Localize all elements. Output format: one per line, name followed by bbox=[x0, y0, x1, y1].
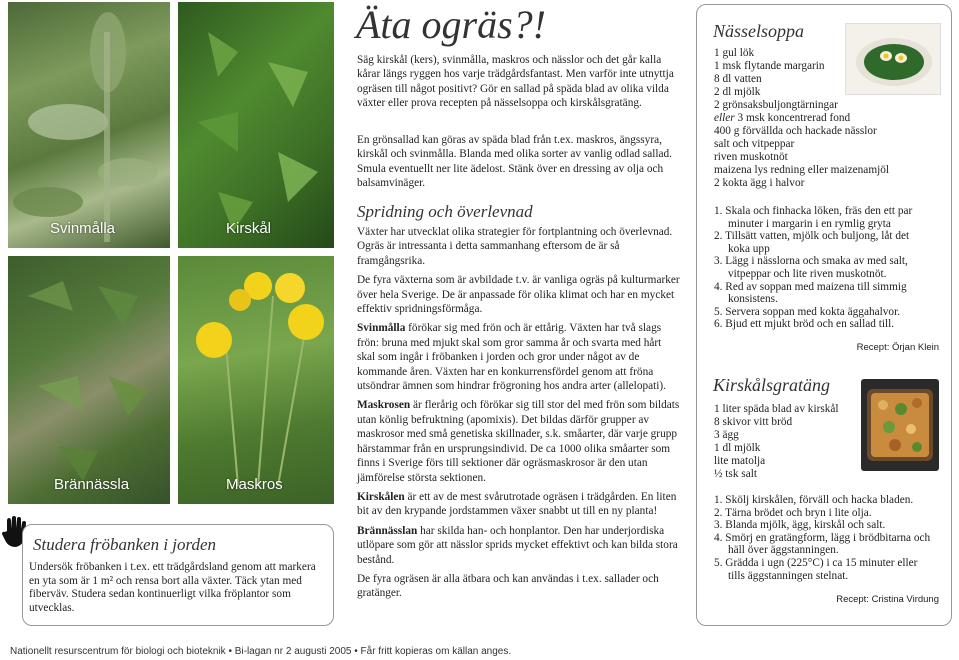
frobanken-text: Undersök fröbanken i t.ex. ett trädgårdsland genom att markera en yta som är 1 m² och rensa bort alla växter. Täck ytan med fiberväv. Studera sedan kontinuerligt vilka fröplantor som utvecklas. bbox=[29, 561, 316, 614]
eller-word: eller bbox=[714, 112, 735, 124]
soup-steps bbox=[714, 205, 924, 331]
article-title: Äta ogräs?! bbox=[356, 2, 546, 47]
soup-ingredient: 1 gul lök bbox=[714, 47, 755, 59]
article-p4 bbox=[357, 398, 681, 484]
gratin-ingredient: 1 dl mjölk bbox=[714, 442, 761, 454]
gratin-steps bbox=[714, 494, 932, 582]
soup-step: 2. Tillsätt vatten, mjölk och buljong, låt det koka upp bbox=[714, 230, 910, 255]
article-p1: Växter har utvecklat olika strategier för fortplantning och överlevnad. Ogräs är intressanta i detta sammanhang eftersom de är så framgångsrika. bbox=[357, 226, 673, 267]
gratin-step: 4. Smörj en gratängform, lägg i brödbitarna och häll över äggstanningen. bbox=[714, 531, 931, 557]
soup-title: Nässelsoppa bbox=[713, 21, 805, 41]
gratin-step: 2. Tärna brödet och bryn i lite olja. bbox=[714, 506, 872, 519]
soup-step: 1. Skala och finhacka löken, fräs den ett par minuter i margarin i en rymlig gryta bbox=[714, 205, 913, 230]
photo-kirskal bbox=[178, 2, 334, 248]
p6-lead: Brännässlan bbox=[357, 524, 418, 537]
photo-maskros bbox=[178, 256, 334, 504]
soup-ingredient: 400 g förvällda och hackade nässlor bbox=[714, 125, 877, 137]
soup-ingredient: 2 kokta ägg i halvor bbox=[714, 177, 805, 189]
article-p6 bbox=[357, 524, 681, 567]
article-p5 bbox=[357, 490, 681, 519]
soup-ingredient: 8 dl vatten bbox=[714, 73, 762, 85]
soup-ingredient: salt och vitpeppar bbox=[714, 138, 795, 150]
photo-brannassla bbox=[8, 256, 170, 504]
soup-ingredient: 3 msk koncentrerad fond bbox=[737, 112, 851, 124]
p3-lead: Svinmålla bbox=[357, 322, 406, 335]
section-title: Spridning och överlevnad bbox=[357, 202, 533, 221]
article-p3 bbox=[357, 321, 681, 393]
footer: Nationellt resurscentrum för biologi och bioteknik • Bi-lagan nr 2 augusti 2005 • Får fritt kopieras om källan anges. bbox=[10, 646, 512, 657]
gratin-title: Kirskålsgratäng bbox=[713, 375, 831, 395]
photo-label-maskros: Maskros bbox=[226, 476, 283, 493]
gratin-ingredient: ½ tsk salt bbox=[714, 468, 757, 480]
article-salad: En grönsallad kan göras av späda blad från t.ex. maskros, ängssyra, kirskål och svinmålla. Blanda med olika sorter av vanlig odlad sallad. Smula eventuellt ner lite ädelost. Stänk över en dressing av olja och balsamvinäger. bbox=[357, 134, 672, 190]
p4-lead: Maskrosen bbox=[357, 399, 411, 412]
gratin-ingredient: 1 liter späda blad av kirskål bbox=[714, 403, 839, 415]
gratin-photo bbox=[861, 379, 939, 471]
soup-ingredients bbox=[714, 47, 894, 190]
p4-text: är flerårig och förökar sig till stor del med frön som bildats utan könlig befruktning (apomixis). Det bildas därför grupper av maskrosor med små genetiska skillnader, s.k. småarter, där varje grupp härstammar från en ursprungsindivid. De ca 1000 olika småarter som finns i Sverige förs till sektioner där ogräsmaskrosor är den utan jämförelse största sektionen. bbox=[357, 399, 680, 484]
gratin-step: 3. Blanda mjölk, ägg, kirskål och salt. bbox=[714, 519, 886, 532]
p6-text: har skilda han- och honplantor. Den har underjordiska utlöpare som gör att nässlor sprids mycket effektivt och kan bilda stora bestånd. bbox=[357, 524, 678, 566]
gratin-step: 5. Grädda i ugn (225°C) i ca 15 minuter eller tills äggstanningen stelnat. bbox=[714, 556, 918, 582]
gratin-credit: Recept: Cristina Virdung bbox=[836, 594, 939, 605]
photo-label-svinmalla: Svinmålla bbox=[50, 220, 116, 237]
recipes-box bbox=[696, 4, 952, 626]
soup-step: 4. Red av soppan med maizena till simmig konsistens. bbox=[714, 280, 907, 306]
p5-lead: Kirskålen bbox=[357, 490, 405, 503]
soup-step: 3. Lägg i nässlorna och smaka av med salt, vitpeppar och lite riven muskotnöt. bbox=[714, 255, 908, 280]
soup-ingredient: maizena lys redning eller maizenamjöl bbox=[714, 164, 890, 176]
soup-ingredient: 1 msk flytande margarin bbox=[714, 60, 825, 72]
gratin-step: 1. Skölj kirskålen, förväll och hacka bladen. bbox=[714, 494, 914, 506]
p5-text: är ett av de mest svårutrotade ogräsen i trädgården. En liten bit av den krypande jordstammen växer snabbt ut till en ny planta! bbox=[357, 490, 677, 518]
gratin-ingredient: lite matolja bbox=[714, 455, 766, 467]
gratin-ingredients bbox=[714, 403, 864, 481]
soup-ingredient: riven muskotnöt bbox=[714, 151, 788, 163]
soup-step: 6. Bjud ett mjukt bröd och en sallad till. bbox=[714, 318, 895, 331]
photo-label-brannassla: Brännässla bbox=[54, 476, 130, 493]
photo-svinmalla bbox=[8, 2, 170, 248]
soup-ingredient: 2 grönsaksbuljongtärningar bbox=[714, 99, 838, 111]
gratin-ingredient: 3 ägg bbox=[714, 429, 739, 441]
soup-credit: Recept: Örjan Klein bbox=[856, 342, 939, 353]
article-p2: De fyra växterna som är avbildade t.v. är vanliga ogräs på kulturmarker över hela Sverige. De är anpassade för olika klimat och har en mycket effektiv spridningsförmåga. bbox=[357, 274, 680, 316]
soup-ingredient-or bbox=[714, 112, 894, 125]
gratin-ingredient: 8 skivor vitt bröd bbox=[714, 416, 793, 428]
soup-ingredient: 2 dl mjölk bbox=[714, 86, 761, 98]
photo-label-kirskal: Kirskål bbox=[226, 220, 272, 237]
p3-text: förökar sig med frön och är ettårig. Växten har två slags frön: bruna med mjukt skal som gror samma år och svarta med hårt skal som ingår i fröbanken i jorden och gror under något av de kommande åren. Växten har en konkurrensfördel genom att fröna utsöndrar ämnen som hindrar frögroning hos andra arter (allelopati). bbox=[357, 322, 666, 393]
soup-step: 5. Servera soppan med kokta äggahalvor. bbox=[714, 305, 901, 318]
frobanken-title: Studera fröbanken i jorden bbox=[33, 535, 217, 554]
article-body bbox=[357, 225, 681, 601]
article-intro: Säg kirskål (kers), svinmålla, maskros och nässlor och det går kalla kårar längs ryggen hos varje trädgårdsfantast. Men varför inte utnyttja ogräsen till något positivt? Gör en sallad på späda blad av olika vilda växter eller prova recepten på nässelsoppa och kirskålsgratäng. bbox=[357, 54, 674, 110]
frobanken-box bbox=[22, 524, 334, 626]
article-p7: De fyra ogräsen är alla ätbara och kan användas i t.ex. sallader och gratänger. bbox=[357, 572, 659, 600]
